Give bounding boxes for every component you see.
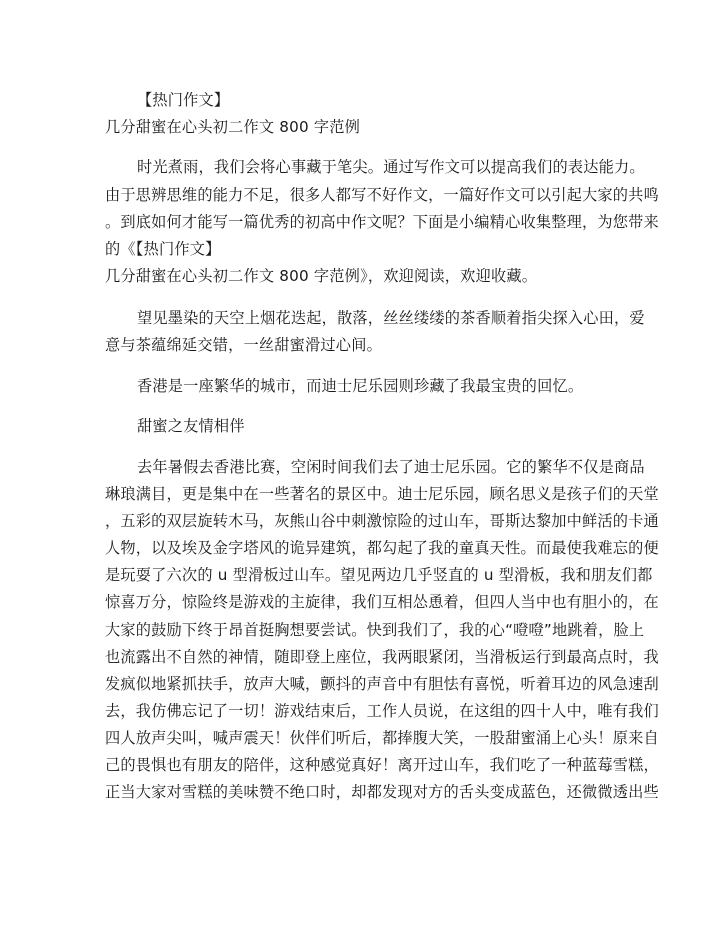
body-line: 是玩耍了六次的 u 型滑板过山车。望见两边几乎竖直的 u 型滑板，我和朋友们都: [105, 566, 653, 584]
body-line: 四人放声尖叫，喊声震天！伙伴们听后，都捧腹大笑，一股甜蜜涌上心头！原来自: [105, 729, 659, 747]
body-line: 去年暑假去香港比赛，空闲时间我们去了迪士尼乐园。它的繁华不仅是商品: [137, 458, 645, 476]
body-line: 人物，以及埃及金字塔风的诡异建筑，都勾起了我的童真天性。而最使我难忘的便: [105, 539, 659, 557]
body-line: 大家的鼓励下终于昂首挺胸想要尝试。快到我们了，我的心“噔噔”地跳着，脸上: [105, 621, 645, 639]
intro-line: 。到底如何才能写一篇优秀的初高中作文呢？下面是小编精心收集整理，为您带来: [105, 213, 659, 231]
body-line: ，五彩的双层旋转木马，灰熊山谷中刺激惊险的过山车，哥斯达黎加中鲜活的卡通: [105, 512, 659, 530]
header-tag: 【热门作文】: [137, 91, 230, 109]
intro-line: 由于思辨思维的能力不足，很多人都写不好作文，一篇好作文可以引起大家的共鸣: [105, 186, 659, 204]
body-line: 琳琅满目，更是集中在一些著名的景区中。迪士尼乐园，顾名思义是孩子们的天堂: [105, 485, 659, 503]
intro-line: 时光煮雨，我们会将心事藏于笔尖。通过写作文可以提高我们的表达能力。: [137, 158, 645, 176]
intro-line: 几分甜蜜在心头初二作文 800 字范例》，欢迎阅读，欢迎收藏。: [105, 267, 538, 285]
document-title: 几分甜蜜在心头初二作文 800 字范例: [105, 118, 361, 136]
intro-line: 的《【热门作文】: [105, 240, 221, 258]
paragraph-line: 望见墨染的天空上烟花迭起，散落，丝丝缕缕的茶香顺着指尖探入心田，爱: [137, 309, 645, 327]
body-line: 去，我仿佛忘记了一切！游戏结束后，工作人员说，在这组的四十人中，唯有我们: [105, 702, 659, 720]
body-line: 也流露出不自然的神情，随即登上座位，我两眼紧闭，当滑板运行到最高点时，我: [105, 648, 659, 666]
body-line: 正当大家对雪糕的美味赞不绝口时，却都发现对方的舌头变成蓝色，还微微透出些: [105, 783, 659, 801]
body-line: 惊喜万分，惊险终是游戏的主旋律，我们互相怂恿着，但四人当中也有胆小的，在: [105, 593, 659, 611]
body-line: 发疯似地紧抓扶手，放声大喊，颤抖的声音中有胆怯有喜悦，听着耳边的风急速刮: [105, 675, 659, 693]
paragraph-line: 香港是一座繁华的城市，而迪士尼乐园则珍藏了我最宝贵的回忆。: [137, 377, 584, 395]
body-line: 己的畏惧也有朋友的陪伴，这种感觉真好！离开过山车，我们吃了一种蓝莓雪糕，: [105, 756, 659, 774]
section-heading: 甜蜜之友情相伴: [137, 417, 245, 435]
paragraph-line: 意与茶蕴绵延交错，一丝甜蜜滑过心间。: [105, 336, 382, 354]
